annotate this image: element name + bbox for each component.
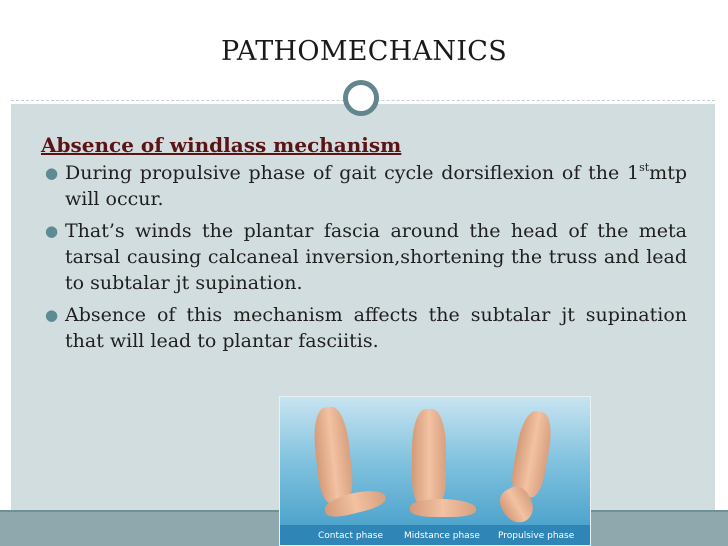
bullet-text: During propulsive phase of gait cycle dorsiflexion of the 1	[65, 162, 640, 184]
section-heading: Absence of windlass mechanism	[41, 133, 402, 157]
bullet-superscript: st	[639, 161, 650, 174]
bullet-text-continued: mtp will occur.	[65, 162, 687, 210]
slide-title: PATHOMECHANICS	[220, 36, 508, 67]
bullet-item	[41, 302, 687, 354]
slide-content	[41, 132, 687, 360]
foot-illustration	[410, 499, 476, 517]
bullet-text: Absence of this mechanism affects the subtalar jt supination that will lead to plantar fasciitis.	[65, 304, 687, 352]
caption-midstance-phase: Midstance phase	[404, 531, 480, 541]
leg-illustration	[412, 409, 446, 507]
gait-phases-image	[279, 396, 591, 546]
leg-illustration	[311, 405, 355, 504]
bullet-item	[41, 218, 687, 296]
caption-contact-phase: Contact phase	[318, 531, 384, 541]
bullet-item	[41, 160, 687, 212]
bullet-dot-icon: ●	[45, 222, 59, 240]
caption-propulsive-phase: Propulsive phase	[498, 531, 575, 541]
circle-ring-icon	[343, 80, 379, 116]
bullet-text: That’s winds the plantar fascia around the head of the meta tarsal causing calcaneal inversion,shortening the truss and lead to subtalar jt supination.	[65, 220, 687, 294]
bullet-dot-icon: ●	[45, 164, 59, 182]
bullet-dot-icon: ●	[45, 306, 59, 324]
